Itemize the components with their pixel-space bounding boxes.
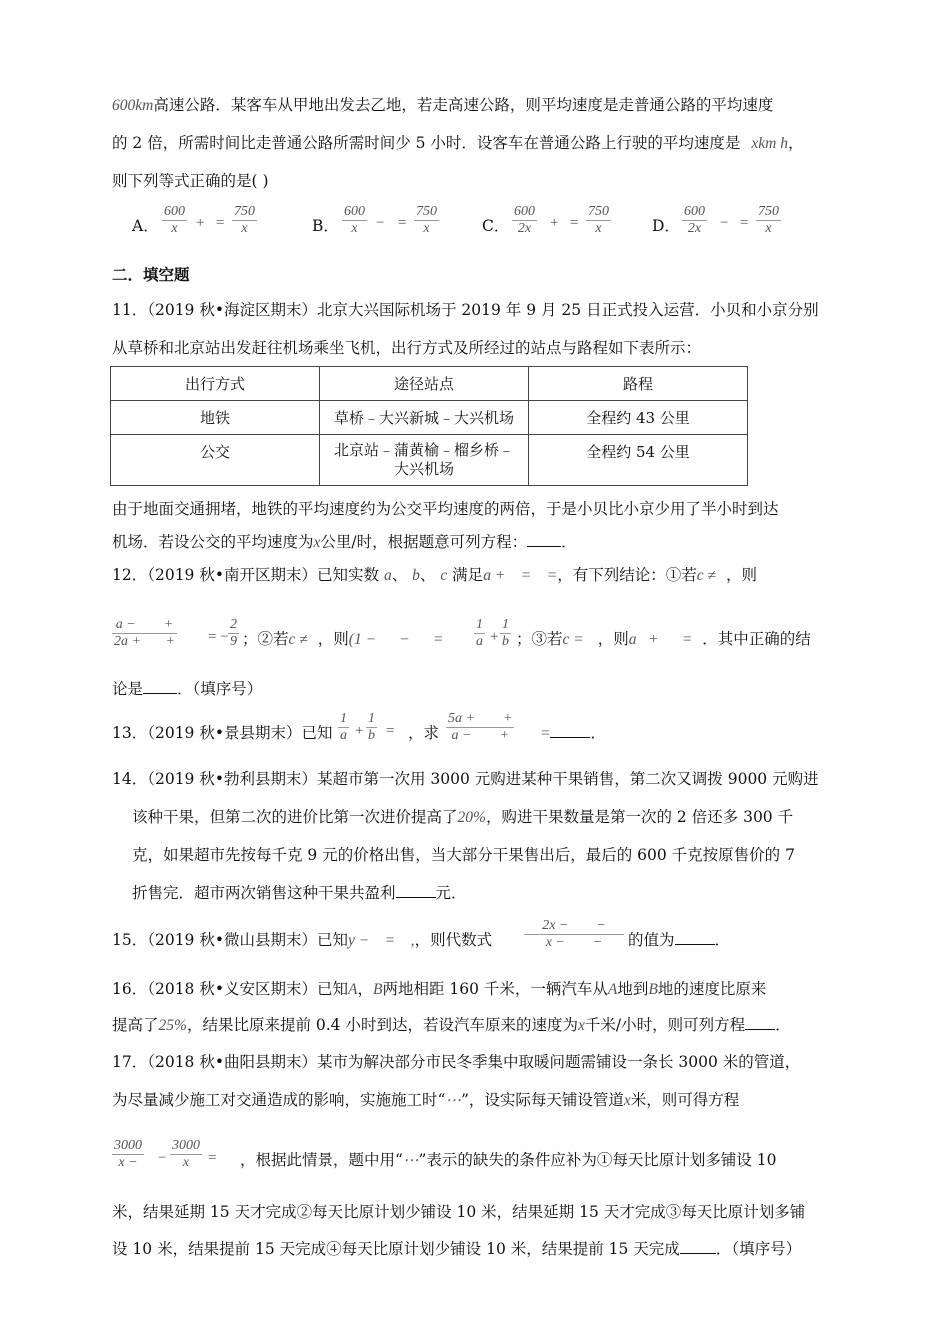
q14-line-3: 克，如果超市先按每千克 9 元的价格出售，当大部分干果售出后，最后的 600 千克按原售价的 7 xyxy=(132,846,795,864)
q12-text-2d: ，则 xyxy=(597,630,629,648)
q12-fraction-1: $\frac{a - +}{2a + +}$ xyxy=(114,617,175,649)
q16-text-2b: ，结果比原来提前 0.4 小时到达，若设汽车原来的速度为 xyxy=(186,1016,578,1034)
var-x: x xyxy=(577,1017,585,1034)
table-cell: 公交 xyxy=(111,435,320,486)
q17-text-5a: 设 10 米，结果提前 15 天完成④每天比原计划少铺设 10 米，结果提前 15 天完成 xyxy=(112,1240,680,1258)
fraction: $\frac{600}{2x}$ xyxy=(514,204,535,236)
q11-line-4 xyxy=(112,530,577,552)
table-header: 路程 xyxy=(529,367,748,401)
q12-condition-2: c ≠ xyxy=(696,567,716,584)
equals: = xyxy=(398,215,407,231)
sep: 、 xyxy=(419,566,436,584)
q11-text-4a: 机场．若设公交的平均速度为 xyxy=(112,533,314,551)
q10-unit-km: km xyxy=(135,97,154,114)
q14-text-2a: 该种干果，但第二次的进价比第一次进价提高了 xyxy=(132,808,458,826)
q17-fraction-2: $\frac{3000}{x}$ xyxy=(172,1138,200,1170)
q16-text-1a: 16．（2018 秋•义安区期末）已知 xyxy=(112,980,348,998)
q15-end-text-2: ． xyxy=(714,931,731,949)
q16-text-2d: ． xyxy=(775,1016,791,1034)
q12-line-2 xyxy=(242,627,443,649)
q10-distance: 600 xyxy=(112,97,136,114)
q10-line-1 xyxy=(112,93,773,115)
q13-mid: ，求 xyxy=(408,724,440,742)
operator: + xyxy=(196,215,205,231)
q12-text-2b: ，则 xyxy=(317,630,349,648)
q17-line-1: 17．（2018 秋•曲阳县期末）某市为解决部分市民冬季集中取暖问题需铺设一条长 3000 米的管道， xyxy=(112,1053,801,1071)
q17-text-3a: ，根据此情景，题中用“ xyxy=(240,1151,403,1169)
equals: = xyxy=(208,1150,217,1166)
q12-text-2e: ．其中正确的结 xyxy=(702,630,811,648)
q12-condition: a + = = xyxy=(483,567,558,584)
q10-line-2 xyxy=(112,131,803,153)
q13-end xyxy=(540,721,606,743)
answer-blank[interactable] xyxy=(550,723,590,738)
q16-line-2 xyxy=(112,1013,791,1035)
answer-blank[interactable] xyxy=(396,883,436,898)
q12-line-1 xyxy=(112,563,757,585)
q17-line-5 xyxy=(112,1237,801,1259)
q16-text-2c: 千米/小时，则可列方程 xyxy=(584,1016,746,1034)
sep: 、 xyxy=(391,566,408,584)
q12-text-1b: 满足 xyxy=(452,566,484,584)
q16-percent: 25% xyxy=(158,1017,187,1034)
q17-text-5b: ．（填序号） xyxy=(715,1240,802,1258)
answer-blank[interactable] xyxy=(680,1239,716,1254)
plus: + xyxy=(490,629,499,645)
q12-fraction-2: $\frac{2}{9}$ xyxy=(230,617,237,649)
q12-text-1c: ，有下列结论：①若 xyxy=(557,566,697,584)
q11-line-3: 由于地面交通拥堵，地铁的平均速度约为公交平均速度的两倍，于是小贝比小京少用了半小时到达 xyxy=(112,500,779,518)
table-cell: 地铁 xyxy=(111,401,320,435)
q17-line-2 xyxy=(112,1088,739,1110)
answer-blank[interactable] xyxy=(143,679,177,694)
q14-line-4 xyxy=(132,881,467,903)
q14-text-2b: ，购进干果数量是第一次的 2 倍还多 300 千 xyxy=(485,808,794,826)
q16-text-1c: 地到 xyxy=(617,980,649,998)
q14-percent: 20% xyxy=(457,809,486,826)
q14-text-4b: 元． xyxy=(435,884,467,902)
q12-text-2a: ；②若 xyxy=(242,630,289,648)
q15-line xyxy=(112,928,492,950)
q17-fraction-1: $\frac{3000}{x -}$ xyxy=(114,1138,142,1170)
q17-text-2a: 为尽量减少施工对交通造成的影响，实施施工时“ xyxy=(112,1091,446,1109)
fraction: $\frac{600}{2x}$ xyxy=(684,204,705,236)
ellipsis: ⋯ xyxy=(402,1152,419,1169)
q12-fraction-b: $\frac{1}{b}$ xyxy=(502,617,509,649)
equals: = xyxy=(540,725,551,742)
q15-fraction: $\frac{2x - -}{x - -}$ xyxy=(524,918,624,951)
q10-line-3 xyxy=(112,169,269,191)
equals: = xyxy=(570,215,579,231)
q17-text-2c: 米，则可得方程 xyxy=(630,1091,740,1109)
q17-text-3b: ”表示的缺失的条件应补为①每天比原计划多铺设 10 xyxy=(418,1151,777,1169)
q13-fraction-main: $\frac{5a + +}{a - +}$ xyxy=(448,711,513,743)
var-a: A xyxy=(348,981,358,998)
fraction: $\frac{750}{x}$ xyxy=(416,204,437,236)
q12-condition-3: c ≠ xyxy=(288,631,308,648)
q13-fraction-b: $\frac{1}{b}$ xyxy=(368,711,375,743)
q10-question: 则下列等式正确的是( ) xyxy=(112,172,269,190)
q15-prefix: 15．（2019 秋•微山县期末）已知 xyxy=(112,931,348,949)
q10-text-2: 的 2 倍，所需时间比走普通公路所需时间少 5 小时．设客车在普通公路上行驶的平均速度是 xyxy=(112,134,741,152)
q10-text-1: 高速公路．某客车从甲地出发去乙地，若走高速公路，则平均速度是走普通公路的平均速度 xyxy=(153,96,774,114)
var-b: B xyxy=(372,981,383,998)
minus: − xyxy=(158,1150,167,1166)
var-a: A xyxy=(607,981,618,998)
q12-condition-4: c = xyxy=(562,631,584,648)
q12-text-3b: ．（填序号） xyxy=(177,680,263,698)
q17-line-4: 米，结果延期 15 天才完成②每天比原计划少铺设 10 米，结果延期 15 天才完成③每天比原计划多铺 xyxy=(112,1203,806,1221)
table-row xyxy=(111,401,748,435)
option-label: B． xyxy=(312,217,339,235)
fraction: $\frac{750}{x}$ xyxy=(588,204,609,236)
q10-speed-unit: xkm h xyxy=(751,135,788,152)
q15-condition: y − = , xyxy=(348,932,415,949)
q13-prefix: 13．（2019 秋•景县期末）已知 xyxy=(112,724,333,742)
var-b: b xyxy=(412,567,420,584)
q15-mid: ，则代数式 xyxy=(414,931,493,949)
table-cell: 全程约 43 公里 xyxy=(529,401,748,435)
table-header-row xyxy=(111,367,748,401)
fraction: $\frac{600}{x}$ xyxy=(164,204,185,236)
q17-text-2b: ”，设实际每天铺设管道 xyxy=(460,1091,624,1109)
equals: = xyxy=(216,215,225,231)
plus: + xyxy=(355,723,364,739)
q16-text-1b: 两地相距 160 千米，一辆汽车从 xyxy=(382,980,608,998)
q16-text-2a: 提高了 xyxy=(112,1016,159,1034)
q17-line-3 xyxy=(240,1148,777,1170)
option-label: A． xyxy=(132,217,159,235)
equals: = − xyxy=(208,629,229,645)
q11-text-4b: 公里/时，根据题意可列方程： xyxy=(320,533,528,551)
q10-text-2-end: ， xyxy=(787,134,804,152)
var-b: B xyxy=(648,981,658,998)
section-title: 二．填空题 xyxy=(112,265,190,284)
q11-var-x: x xyxy=(313,534,321,551)
q13-fraction-a: $\frac{1}{a}$ xyxy=(340,711,347,743)
q13-line xyxy=(112,721,333,743)
ellipsis: ⋯ xyxy=(445,1092,461,1109)
q16-line-1 xyxy=(112,977,766,999)
operator: − xyxy=(720,215,729,231)
option-label: C． xyxy=(482,217,510,235)
answer-blank[interactable] xyxy=(527,532,561,547)
q12-line-3 xyxy=(112,677,262,699)
q11-line-1: 11．（2019 秋•海淀区期末）北京大兴国际机场于 2019 年 9 月 25 日正式投入运营．小贝和小京分别 xyxy=(112,301,819,319)
q12-expr-3: a + = xyxy=(628,631,693,648)
table-cell: 北京站﹣蒲黄榆﹣榴乡桥﹣大兴机场 xyxy=(320,435,529,486)
equals: = xyxy=(386,723,395,739)
table-row xyxy=(111,435,748,486)
q11-line-2: 从草桥和北京站出发赶往机场乘坐飞机，出行方式及所经过的站点与路程如下表所示： xyxy=(112,339,702,357)
var-x: x xyxy=(623,1092,631,1109)
table-header: 途径站点 xyxy=(320,367,529,401)
sep: ， xyxy=(357,980,373,998)
fraction: $\frac{750}{x}$ xyxy=(758,204,779,236)
route-table xyxy=(110,366,748,486)
q11-text-4c: ． xyxy=(561,533,577,551)
var-c: c xyxy=(440,567,448,584)
q12-text-1a: 12．（2019 秋•南开区期末）已知实数 xyxy=(112,566,379,584)
table-cell: 草桥﹣大兴新城﹣大兴机场 xyxy=(320,401,529,435)
q12-text-3a: 论是 xyxy=(112,680,144,698)
table-cell: 全程约 54 公里 xyxy=(529,435,748,486)
q12-fraction-a: $\frac{1}{a}$ xyxy=(476,617,483,649)
operator: − xyxy=(376,215,385,231)
q14-line-2 xyxy=(132,805,793,827)
operator: + xyxy=(550,215,559,231)
q15-end xyxy=(628,928,730,950)
q14-text-4a: 折售完．超市两次销售这种干果共盈利 xyxy=(132,884,396,902)
q12-text-1d: ，则 xyxy=(725,566,757,584)
q12-paren-expr: (1 − − = xyxy=(348,631,444,648)
answer-blank[interactable] xyxy=(745,1015,775,1030)
q13-end-text: ． xyxy=(590,724,606,742)
answer-blank[interactable] xyxy=(675,930,715,945)
fraction: $\frac{600}{x}$ xyxy=(344,204,365,236)
q12-line-2-cont xyxy=(516,627,811,649)
q12-text-2c: ；③若 xyxy=(516,630,563,648)
equals: = xyxy=(740,215,749,231)
var-a: a xyxy=(383,567,392,584)
option-label: D． xyxy=(652,217,680,235)
q16-text-1d: 地的速度比原来 xyxy=(657,980,767,998)
q15-end-text-1: 的值为 xyxy=(628,931,675,949)
q14-line-1: 14．（2019 秋•勃利县期末）某超市第一次用 3000 元购进某种干果销售，第二次又调拨 9000 元购进 xyxy=(112,770,819,788)
fraction: $\frac{750}{x}$ xyxy=(234,204,255,236)
table-header: 出行方式 xyxy=(111,367,320,401)
